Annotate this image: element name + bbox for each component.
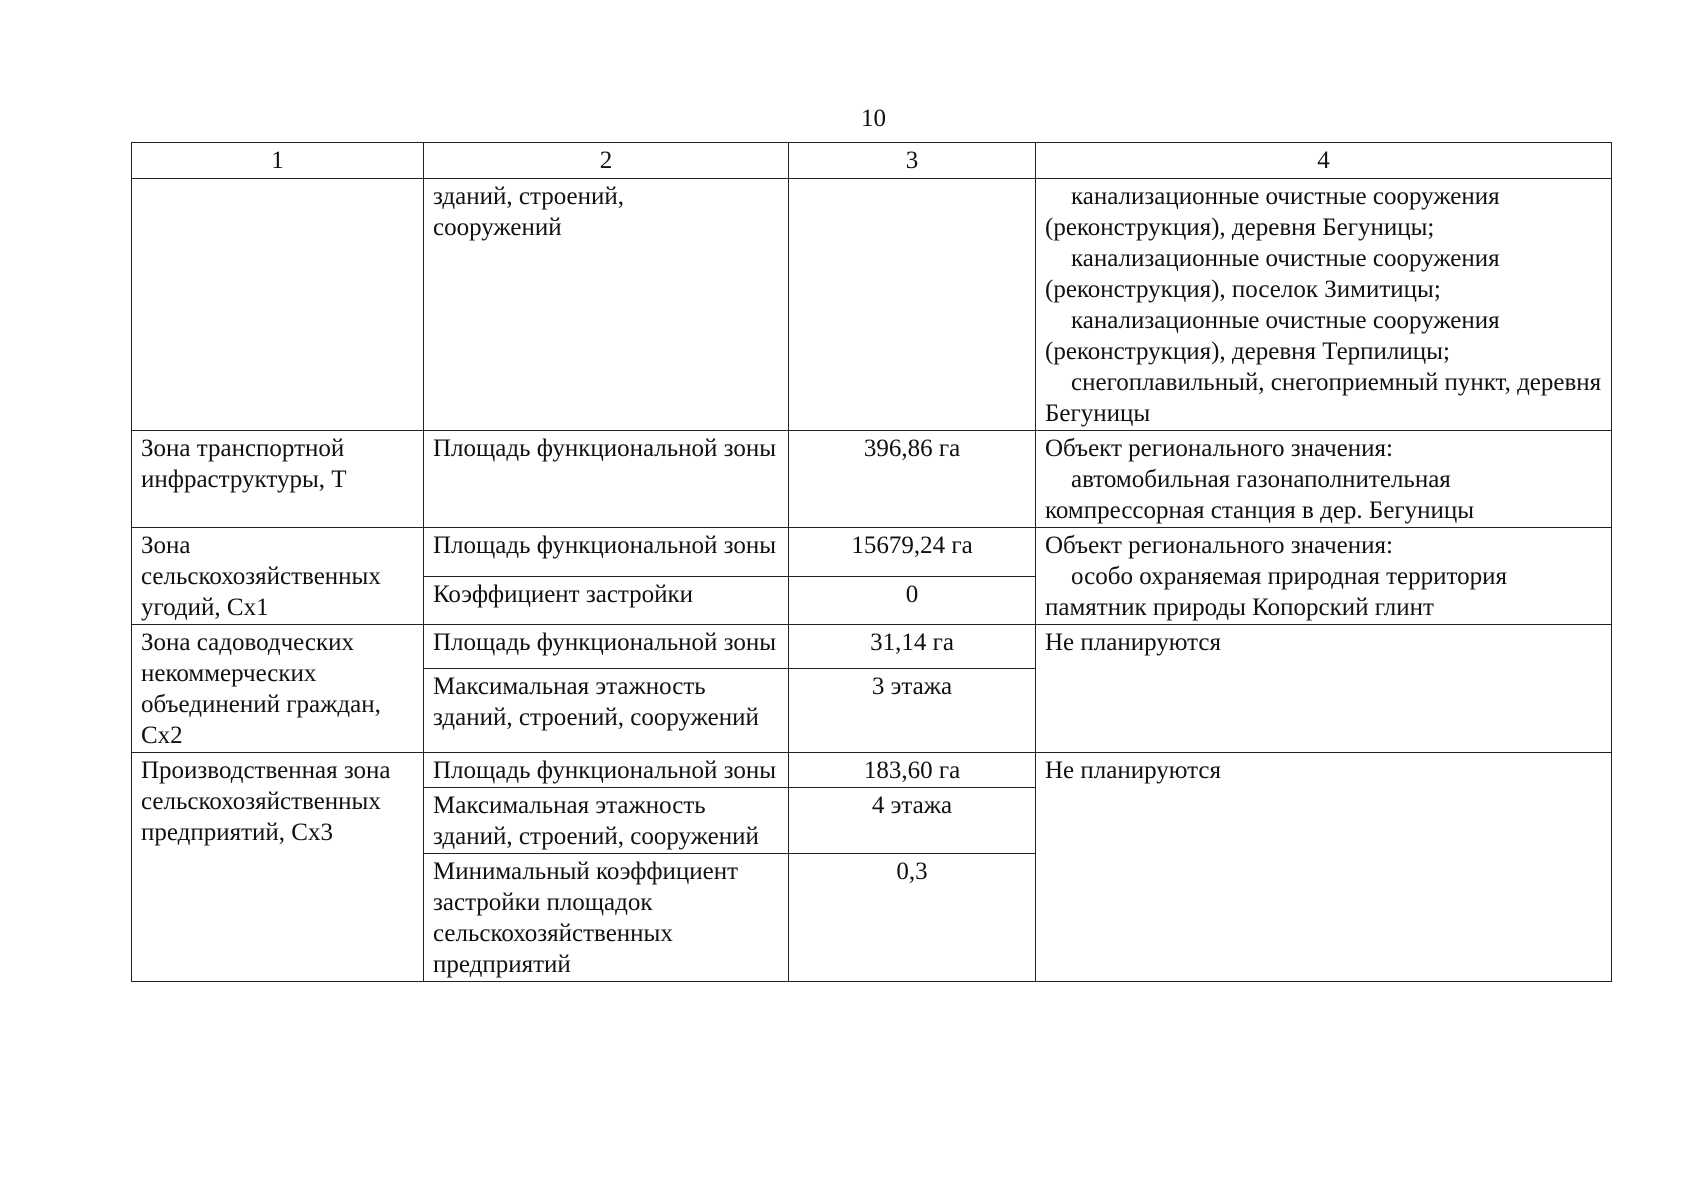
param-value: 183,60 га	[789, 753, 1036, 788]
param-label: Коэффициент застройки	[424, 576, 789, 625]
column-header: 3	[789, 143, 1036, 179]
column-header: 2	[424, 143, 789, 179]
continuation-row	[132, 179, 1612, 431]
param-label: Площадь функциональной зоны	[424, 528, 789, 577]
zone-name: Производственная зона сельскохозяйственных предприятий, Сх3	[132, 753, 424, 982]
objects-cell	[1036, 753, 1612, 982]
objects-cell	[1036, 625, 1612, 753]
objects-cell	[1036, 179, 1612, 431]
table-row	[132, 625, 1612, 669]
object-item: канализационные очистные сооружения (реконструкция), деревня Бегуницы;	[1045, 183, 1500, 241]
param-value: 31,14 га	[789, 625, 1036, 669]
objects-title: Не планируются	[1045, 757, 1221, 784]
table-row	[132, 528, 1612, 577]
object-item: канализационные очистные сооружения (реконструкция), поселок Зимитицы;	[1045, 245, 1500, 303]
param-value: 3 этажа	[789, 669, 1036, 753]
column-header: 4	[1036, 143, 1612, 179]
param-value: 396,86 га	[789, 431, 1036, 528]
object-item: канализационные очистные сооружения (реконструкция), деревня Терпилицы;	[1045, 307, 1500, 365]
zone-name: Зона транспортной инфраструктуры, Т	[132, 431, 424, 528]
param-value: 15679,24 га	[789, 528, 1036, 577]
column-header: 1	[132, 143, 424, 179]
param-value: 4 этажа	[789, 788, 1036, 854]
objects-cell	[1036, 431, 1612, 528]
table-row	[132, 431, 1612, 528]
object-item: снегоплавильный, снегоприемный пункт, деревня Бегуницы	[1045, 369, 1602, 427]
object-item: особо охраняемая природная территория памятник природы Копорский глинт	[1045, 563, 1507, 621]
param-label: Площадь функциональной зоны	[424, 625, 789, 669]
param-label: Площадь функциональной зоны	[424, 753, 789, 788]
objects-title: Объект регионального значения:	[1045, 532, 1393, 559]
param-label: Площадь функциональной зоны	[424, 431, 789, 528]
param-label: Максимальная этажность зданий, строений, сооружений	[424, 788, 789, 854]
zone-name: Зона садоводческих некоммерческих объединений граждан, Сх2	[132, 625, 424, 753]
param-value: 0,3	[789, 854, 1036, 982]
param-label-cell	[424, 179, 789, 431]
param-value: 0	[789, 576, 1036, 625]
objects-title: Объект регионального значения:	[1045, 435, 1393, 462]
zone-name-cell	[132, 179, 424, 431]
object-item: автомобильная газонаполнительная компрессорная станция в дер. Бегуницы	[1045, 466, 1475, 524]
table-header-row	[132, 143, 1612, 179]
objects-cell	[1036, 528, 1612, 625]
zones-table	[131, 142, 1612, 982]
objects-title: Не планируются	[1045, 629, 1221, 656]
param-value-cell	[789, 179, 1036, 431]
param-label: зданий, строений, сооружений	[433, 183, 624, 241]
page-number: 10	[861, 105, 886, 132]
table-row	[132, 753, 1612, 788]
param-label: Минимальный коэффициент застройки площадок сельскохозяйственных предприятий	[424, 854, 789, 982]
zone-name: Зона сельскохозяйственных угодий, Сх1	[132, 528, 424, 625]
param-label: Максимальная этажность зданий, строений, сооружений	[424, 669, 789, 753]
